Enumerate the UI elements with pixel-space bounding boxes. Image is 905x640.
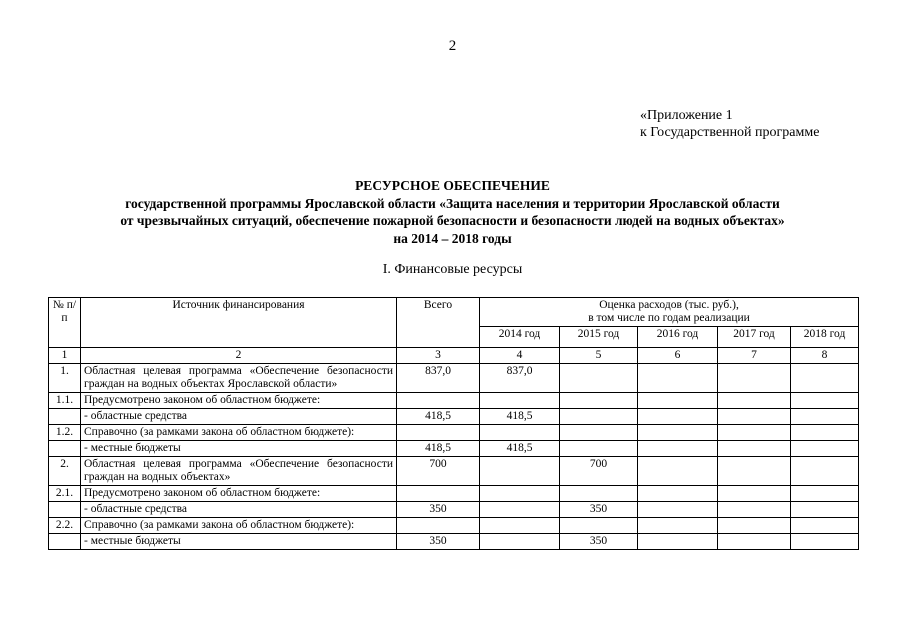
row-2014: [480, 502, 560, 518]
document-title: [0, 177, 905, 247]
row-2015: [560, 486, 638, 502]
row-2014: 418,5: [480, 409, 560, 425]
row-2017: [718, 518, 791, 534]
row-2018: [791, 441, 859, 457]
row-2014: [480, 534, 560, 550]
col-number-5: 5: [560, 348, 638, 364]
row-2014: 418,5: [480, 441, 560, 457]
row-total: [397, 518, 480, 534]
row-2018: [791, 486, 859, 502]
row-2016: [638, 534, 718, 550]
row-total: [397, 393, 480, 409]
row-num: 2.: [49, 457, 81, 486]
col-number-3: 3: [397, 348, 480, 364]
header-total: Всего: [397, 298, 480, 348]
row-source: Предусмотрено законом об областном бюджете:: [81, 393, 397, 409]
header-year-2014: 2014 год: [480, 327, 560, 348]
appendix-line-2: к Государственной программе: [640, 125, 820, 140]
row-source: - местные бюджеты: [81, 441, 397, 457]
row-2017: [718, 425, 791, 441]
header-year-2015: 2015 год: [560, 327, 638, 348]
table-row: [49, 457, 859, 486]
header-year-2018: 2018 год: [791, 327, 859, 348]
title-line-2: государственной программы Ярославской области «Защита населения и территории Ярославской области: [125, 195, 780, 211]
row-num: [49, 502, 81, 518]
row-2017: [718, 393, 791, 409]
table-row: [49, 441, 859, 457]
table-row: [49, 518, 859, 534]
row-2014: 837,0: [480, 364, 560, 393]
row-source: Предусмотрено законом об областном бюджете:: [81, 486, 397, 502]
row-2015: [560, 393, 638, 409]
table-row: [49, 534, 859, 550]
financial-resources-table: [48, 297, 859, 550]
table-row: [49, 486, 859, 502]
row-2015: 700: [560, 457, 638, 486]
header-year-2016: 2016 год: [638, 327, 718, 348]
row-total: 418,5: [397, 409, 480, 425]
row-2014: [480, 486, 560, 502]
row-2018: [791, 425, 859, 441]
row-2016: [638, 393, 718, 409]
row-num: 2.2.: [49, 518, 81, 534]
header-num: № п/п: [49, 298, 81, 348]
row-2014: [480, 518, 560, 534]
section-title: I. Финансовые ресурсы: [382, 262, 523, 277]
header-source: Источник финансирования: [81, 298, 397, 348]
row-2014: [480, 393, 560, 409]
row-2015: [560, 364, 638, 393]
title-line-1: РЕСУРСНОЕ ОБЕСПЕЧЕНИЕ: [355, 178, 550, 193]
row-source: - местные бюджеты: [81, 534, 397, 550]
row-total: 700: [397, 457, 480, 486]
row-2015: 350: [560, 534, 638, 550]
row-2014: [480, 425, 560, 441]
page-number: 2: [448, 38, 457, 54]
appendix-line-1: «Приложение 1: [640, 108, 733, 123]
col-number-2: 2: [81, 348, 397, 364]
row-source: - областные средства: [81, 409, 397, 425]
table-row: [49, 364, 859, 393]
header-estimate-line-2: в том числе по годам реализации: [588, 312, 750, 324]
row-num: 2.1.: [49, 486, 81, 502]
row-2018: [791, 364, 859, 393]
row-2017: [718, 534, 791, 550]
col-number-8: 8: [791, 348, 859, 364]
row-num: [49, 409, 81, 425]
table-body: [49, 364, 859, 550]
row-2017: [718, 502, 791, 518]
header-estimate: [480, 298, 859, 327]
row-2016: [638, 364, 718, 393]
row-total: [397, 486, 480, 502]
row-total: 350: [397, 502, 480, 518]
row-2016: [638, 409, 718, 425]
row-2018: [791, 518, 859, 534]
row-source: Справочно (за рамками закона об областном бюджете):: [81, 518, 397, 534]
table-row: [49, 409, 859, 425]
row-source: Областная целевая программа «Обеспечение безопасности граждан на водных объектах Ярославской области»: [81, 364, 397, 393]
row-2017: [718, 364, 791, 393]
row-2015: [560, 425, 638, 441]
row-2014: [480, 457, 560, 486]
header-estimate-line-1: Оценка расходов (тыс. руб.),: [599, 299, 739, 311]
row-num: 1.1.: [49, 393, 81, 409]
row-num: 1.: [49, 364, 81, 393]
row-source: Областная целевая программа «Обеспечение безопасности граждан на водных объектах»: [81, 457, 397, 486]
row-2016: [638, 441, 718, 457]
appendix-header: [640, 107, 819, 141]
table-row: [49, 425, 859, 441]
row-source: - областные средства: [81, 502, 397, 518]
row-2016: [638, 457, 718, 486]
row-num: [49, 534, 81, 550]
row-2018: [791, 502, 859, 518]
row-2017: [718, 457, 791, 486]
row-2018: [791, 534, 859, 550]
row-2016: [638, 502, 718, 518]
row-2018: [791, 457, 859, 486]
row-2015: 350: [560, 502, 638, 518]
row-2016: [638, 425, 718, 441]
row-2015: [560, 409, 638, 425]
row-2017: [718, 486, 791, 502]
row-num: [49, 441, 81, 457]
row-total: 837,0: [397, 364, 480, 393]
row-2018: [791, 393, 859, 409]
col-number-4: 4: [480, 348, 560, 364]
row-num: 1.2.: [49, 425, 81, 441]
row-2016: [638, 518, 718, 534]
col-number-7: 7: [718, 348, 791, 364]
row-source: Справочно (за рамками закона об областном бюджете):: [81, 425, 397, 441]
row-2018: [791, 409, 859, 425]
title-line-3: от чрезвычайных ситуаций, обеспечение пожарной безопасности и безопасности людей на водных объектах»: [120, 213, 785, 228]
table-row: [49, 502, 859, 518]
col-number-1: 1: [49, 348, 81, 364]
table-header: [49, 298, 859, 364]
row-2015: [560, 518, 638, 534]
table-row: [49, 393, 859, 409]
row-2017: [718, 409, 791, 425]
row-total: 350: [397, 534, 480, 550]
row-total: 418,5: [397, 441, 480, 457]
row-2015: [560, 441, 638, 457]
header-year-2017: 2017 год: [718, 327, 791, 348]
row-2017: [718, 441, 791, 457]
row-total: [397, 425, 480, 441]
title-line-4: на 2014 – 2018 годы: [393, 230, 512, 246]
col-number-6: 6: [638, 348, 718, 364]
row-2016: [638, 486, 718, 502]
